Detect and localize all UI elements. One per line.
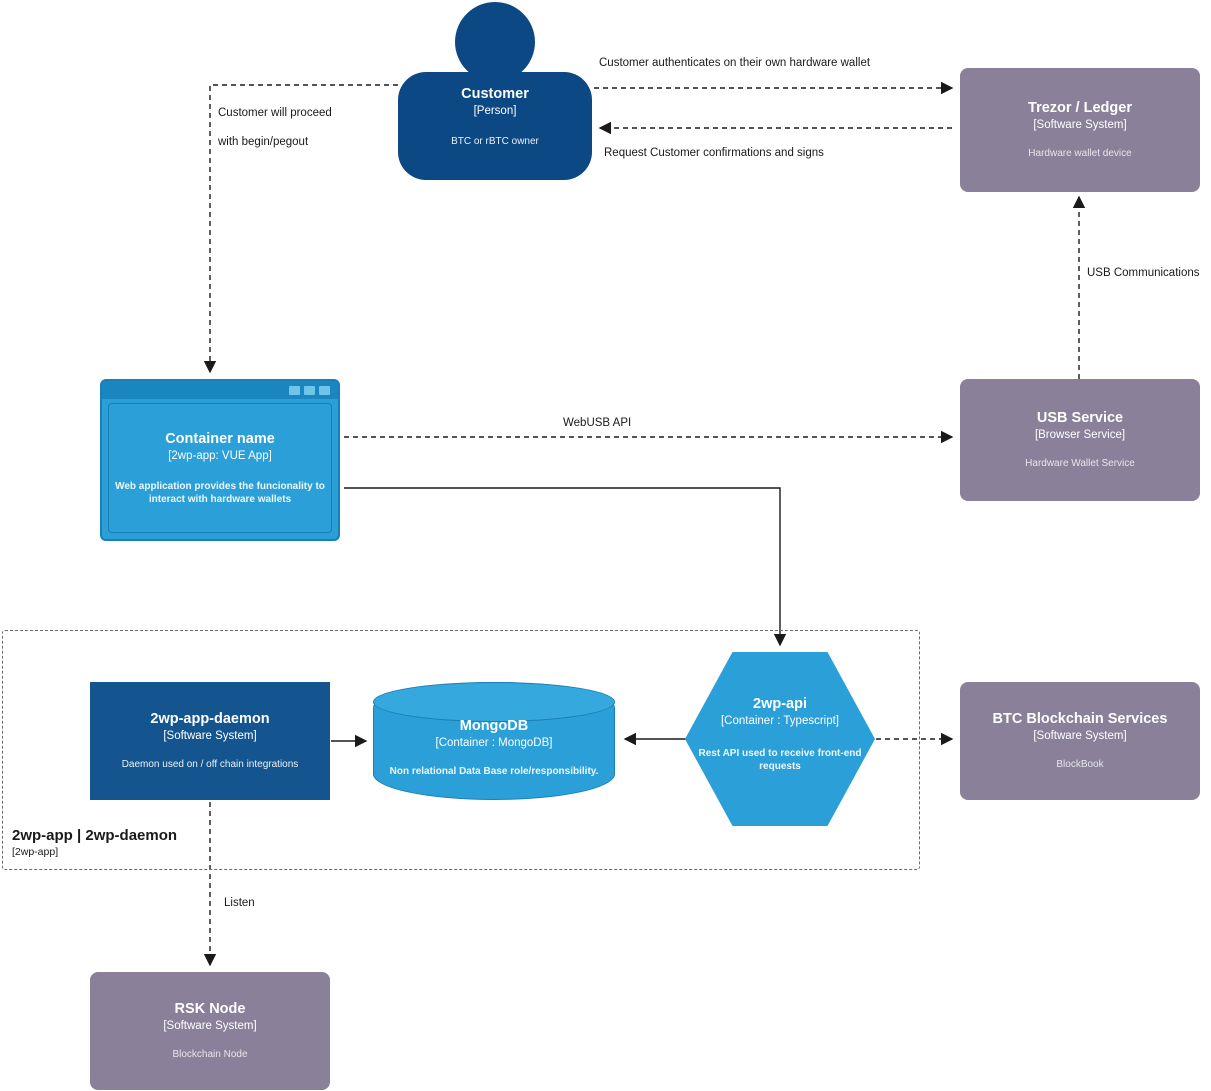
node-2wp-app-daemon-title: 2wp-app-daemon — [150, 711, 270, 727]
node-trezor-ledger-title: Trezor / Ledger — [1028, 100, 1132, 116]
node-mongodb[interactable] — [373, 682, 615, 800]
node-2wp-app-daemon[interactable] — [90, 682, 330, 800]
node-container-name-subtitle: [2wp-app: VUE App] — [168, 449, 272, 462]
node-usb-service-desc: Hardware Wallet Service — [1025, 458, 1135, 469]
node-customer-text — [398, 86, 592, 148]
node-customer[interactable] — [398, 0, 592, 180]
node-2wp-api-text — [685, 696, 875, 773]
node-mongodb-desc: Non relational Data Base role/responsibility. — [389, 766, 599, 777]
node-mongodb-subtitle: [Container : MongoDB] — [435, 737, 553, 749]
browser-titlebar — [102, 381, 338, 399]
node-mongodb-title: MongoDB — [459, 718, 529, 734]
node-2wp-api-desc: Rest API used to receive front-end requests — [698, 748, 862, 772]
boundary-label — [12, 826, 177, 859]
edge-label-webusb-api: WebUSB API — [563, 417, 632, 429]
node-trezor-ledger-subtitle: [Software System] — [1033, 119, 1127, 131]
node-container-name-desc: Web application provides the funcionality to interact with hardware wallets — [115, 480, 325, 505]
node-customer-subtitle: [Person] — [473, 105, 517, 117]
node-container-name[interactable] — [100, 379, 340, 541]
edge-label-proceed-line2: with begin/pegout — [218, 136, 309, 148]
node-2wp-api[interactable] — [685, 652, 875, 826]
browser-window-controls-icon — [289, 386, 330, 395]
person-head-icon — [455, 2, 535, 82]
edge-label-authenticates: Customer authenticates on their own hardware wallet — [599, 57, 871, 69]
node-container-name-title: Container name — [165, 430, 275, 447]
node-rsk-node-desc: Blockchain Node — [172, 1049, 248, 1060]
boundary-subtitle: [2wp-app] — [12, 846, 59, 858]
node-customer-desc: BTC or rBTC owner — [451, 136, 539, 147]
node-2wp-app-daemon-subtitle: [Software System] — [163, 730, 257, 742]
node-rsk-node-subtitle: [Software System] — [163, 1020, 257, 1032]
edge-label-request-confirmations: Request Customer confirmations and signs — [604, 147, 824, 159]
edge-label-proceed-line1: Customer will proceed — [218, 107, 332, 119]
node-btc-blockchain-services[interactable] — [960, 682, 1200, 800]
node-rsk-node[interactable] — [90, 972, 330, 1090]
node-btc-blockchain-services-subtitle: [Software System] — [1033, 730, 1127, 742]
node-usb-service-subtitle: [Browser Service] — [1034, 429, 1126, 441]
cylinder-top-icon — [373, 682, 615, 722]
node-mongodb-text — [374, 718, 614, 778]
node-container-name-body — [108, 403, 332, 533]
node-trezor-ledger[interactable] — [960, 68, 1200, 192]
edge-label-listen: Listen — [224, 897, 255, 909]
node-2wp-api-subtitle: [Container : Typescript] — [720, 715, 840, 727]
node-2wp-api-title: 2wp-api — [753, 696, 807, 712]
node-btc-blockchain-services-desc: BlockBook — [1056, 759, 1104, 770]
node-usb-service-title: USB Service — [1036, 410, 1124, 426]
node-rsk-node-title: RSK Node — [174, 1001, 246, 1017]
node-trezor-ledger-desc: Hardware wallet device — [1028, 148, 1132, 159]
node-2wp-app-daemon-desc: Daemon used on / off chain integrations — [121, 759, 299, 770]
edge-label-usb-communications: USB Communications — [1087, 267, 1200, 279]
node-customer-title: Customer — [461, 86, 529, 102]
node-btc-blockchain-services-title: BTC Blockchain Services — [992, 711, 1168, 727]
node-usb-service[interactable] — [960, 379, 1200, 501]
boundary-title: 2wp-app | 2wp-daemon — [12, 827, 178, 844]
